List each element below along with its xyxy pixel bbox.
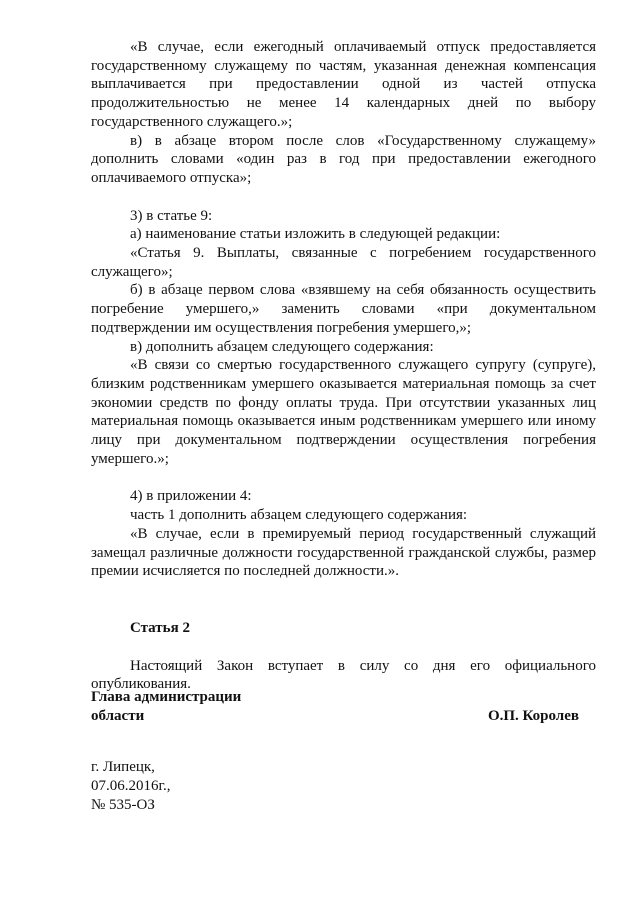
- paragraph: в) в абзаце втором после слов «Государственному служащему» дополнить словами «один раз в год при предоставлении ежегодного оплачиваемого отпуска»;: [91, 132, 596, 186]
- signatory-name: О.П. Королев: [487, 708, 579, 724]
- paragraph: а) наименование статьи изложить в следующей редакции:: [130, 226, 501, 243]
- law-number: № 535-ОЗ: [91, 797, 155, 813]
- signature-block: [91, 688, 596, 726]
- document-body: [91, 38, 596, 694]
- paragraph: в) дополнить абзацем следующего содержания:: [130, 338, 434, 355]
- paragraph: «В случае, если в премируемый период государственный служащий замещал различные должности государственной гражданской службы, размер премии исчисляется по последней должности.».: [91, 525, 596, 580]
- article-heading: Статья 2: [130, 619, 190, 636]
- paragraph: 3) в статье 9:: [130, 207, 213, 224]
- date: 07.06.2016г.,: [91, 778, 171, 794]
- signature-title: области: [91, 708, 145, 724]
- document-footer: [91, 758, 170, 815]
- paragraph: «Статья 9. Выплаты, связанные с погребением государственного служащего»;: [91, 245, 596, 280]
- paragraph: «В связи со смертью государственного служащего супругу (супруге), близким родственникам умершего оказывается материальная помощь за счет экономии средств по фонду оплаты труда. При отсутствии указанных лиц материальная помощь оказывается иным родственникам умершего или иному лицу при документальном подтверждении осуществления погребения умершего.»;: [91, 357, 596, 467]
- paragraph: 4) в приложении 4:: [130, 488, 252, 505]
- signature-title: Глава администрации: [91, 689, 242, 705]
- paragraph: б) в абзаце первом слова «взявшему на себя обязанность осуществить погребение умершего,» заменить словами «при документальном подтверждении им осуществления погребения умершего,»;: [91, 282, 596, 336]
- paragraph: «В случае, если ежегодный оплачиваемый отпуск предоставляется государственному служащему по частям, указанная денежная компенсация выплачивается при предоставлении одной из частей отпуска продолжительностью не менее 14 календарных дней по выбору государственного служащего.»;: [91, 39, 596, 130]
- city: г. Липецк,: [91, 759, 155, 775]
- paragraph: Настоящий Закон вступает в силу со дня его официального опубликования.: [91, 657, 596, 693]
- paragraph: часть 1 дополнить абзацем следующего содержания:: [130, 507, 468, 524]
